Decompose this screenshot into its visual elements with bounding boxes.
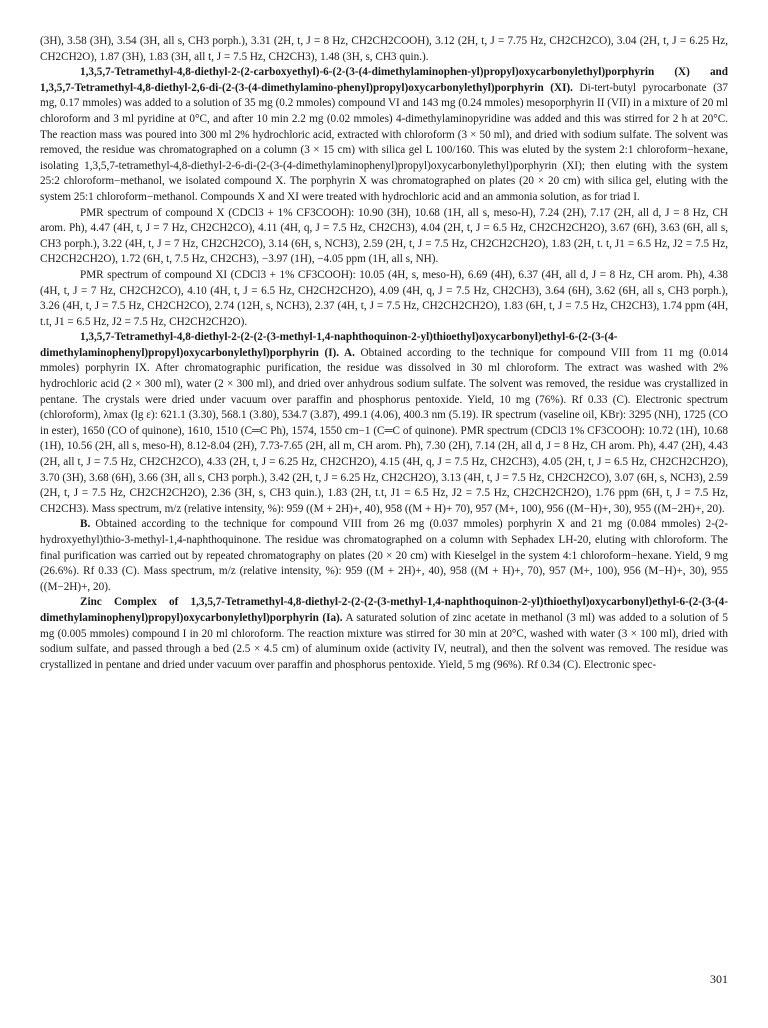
page-number: 301 xyxy=(710,972,728,986)
paragraph-text: PMR spectrum of compound XI (CDCl3 + 1% CF3COOH): 10.05 (4H, s, meso-H), 6.69 (4H), 6.37 (4H, all d, J = 8 Hz, CH arom. Ph), 4.38 (4H, t, J = 7 Hz, CH2CH2CO), 4.10 (4H, t, J = 6.5 Hz, CH2CH2CH2O), 4.09 (4H, q, J = 7.5 Hz, CH2CH3), 3.64 (6H), 3.62 (6H, all s, CH3 porph.), 3.26 (4H, t, J = 7.5 Hz, CH2CH2CO), 2.74 (12H, s, NCH3), 2.37 (4H, t, J = 7.5 Hz, CH2CH2CH2O), 1.83 (6H, t, J = 7.5 Hz, CH2CH3), 1.74 ppm (4H, t.t, J1 = 6.5 Hz, J2 = 7.5 Hz, CH2CH2CH2O). xyxy=(40,268,728,328)
page-body xyxy=(40,34,728,673)
paragraph-3 xyxy=(40,206,728,268)
paragraph-2 xyxy=(40,65,728,205)
paragraph-text: Di-tert-butyl pyrocarbonate (37 mg, 0.17 mmoles) was added to a solution of 35 mg (0.2 mmoles) compound VI and 143 mg (0.24 mmoles) mesoporphyrin II (VII) in a mixture of 20 ml chloroform and 3 ml pyridine at 0°C, and after 10 min 2.2 mg (0.02 mmoles) 4-dimethylaminopyridine was added and this was stirred for 2 h at 20°C. The reaction mass was poured into 300 ml 2% hydrochloric acid, extracted with chloroform (3 × 50 ml), and dried with sodium sulfate. The solvent was removed, the residue was chromatographed on a column (3 × 15 cm) with silica gel L 100/160. This was eluted by the system 2:1 chloroform−hexane, isolating 1,3,5,7-tetramethyl-4,8-diethyl-2-6-di-(2-(3-(4-dimethylaminophenyl)propyl)oxycarbonylethyl)porphyrin (XI); then eluting with the system 25:2 chloroform−methanol, we isolated compound X. The porphyrin X was chromatographed on plates (20 × 20 cm) with silica gel, eluting with the system 25:1 chloroform−methanol. Compounds X and XI were treated with hydrochloric acid and an ammonia solution, as for triad I. xyxy=(40,81,728,203)
paragraph-heading: Zinc Complex of 1,3,5,7-Tetramethyl-4,8-diethyl-2-(2-(2-(3-methyl-1,4-naphthoquinon-2-yl)thioethyl)oxycarbonyl)ethyl-6-(2-(3-(4-dimethylaminophenyl)propyl)oxycarbonylethyl)porphyrin (Ia). xyxy=(40,596,728,624)
paragraph-6 xyxy=(40,517,728,595)
paragraph-heading: 1,3,5,7-Tetramethyl-4,8-diethyl-2-(2-(2-(3-methyl-1,4-naphthoquinon-2-yl)thioethyl)oxycarbonyl)ethyl-6-(2-(3-(4-dimethylaminophenyl)propyl)oxycarbonylethyl)porphyrin (I). A. xyxy=(40,331,618,359)
paragraph-5 xyxy=(40,330,728,517)
paragraph-4 xyxy=(40,268,728,330)
paragraph-7 xyxy=(40,595,728,673)
paragraph-text: A saturated solution of zinc acetate in methanol (3 ml) was added to a solution of 5 mg (0.005 mmoles) compound I in 20 ml chloroform. The reaction mixture was stirred for 30 min at 20°C, washed with water (3 × 100 ml), dried with sodium sulfate, and passed through a bed (2.5 × 4.5 cm) of aluminum oxide (activity IV, neutral), and then the solvent was removed. The residue was crystallized in pentane and dried under vacuum over paraffin and phosphorus pentoxide. Yield, 5 mg (96%). Rf 0.34 (C). Electronic spec- xyxy=(40,611,728,671)
paragraph-text: Obtained according to the technique for compound VIII from 26 mg (0.037 mmoles) porphyrin X and 21 mg (0.084 mmoles) 2-(2-hydroxyethyl)thio-3-methyl-1,4-naphthoquinone. The residue was chromatographed on a column with Sephadex LH-20, eluting with chloroform. The final purification was carried out by repeated chromatography on plates (20 × 20 cm) with Kieselgel in the system 4:1 chloroform−hexane. Yield, 9 mg (26.6%). Rf 0.33 (C). Mass spectrum, m/z (relative intensity, %): 959 ((M + 2H)+, 40), 958 ((M + H)+, 70), 957 (M+, 100), 956 (M−H)+, 30), 955 ((M−2H)+, 20). xyxy=(40,518,728,593)
paragraph-1 xyxy=(40,34,728,65)
paragraph-heading: 1,3,5,7-Tetramethyl-4,8-diethyl-2-(2-carboxyethyl)-6-(2-(3-(4-dimethylaminophen-yl)propyl)oxycarbonylethyl)porphyrin (X) and 1,3,5,7-Tetramethyl-4,8-diethyl-2,6-di-(2-(3-(4-dimethylamino-phenyl)propyl)oxycarbonylethyl)porphyrin (XI). xyxy=(40,66,728,94)
paragraph-text: (3H), 3.58 (3H), 3.54 (3H, all s, CH3 porph.), 3.31 (2H, t, J = 8 Hz, CH2CH2COOH), 3.12 (2H, t, J = 7.75 Hz, CH2CH2CO), 3.04 (2H, t, J = 6.25 Hz, CH2CH2O), 1.87 (3H), 1.83 (3H, all t, J = 7.5 Hz, CH2CH3), 1.48 (3H, s, CH3 quin.). xyxy=(40,35,728,63)
paragraph-text: Obtained according to the technique for compound VIII from 11 mg (0.014 mmoles) porphyrin IX. After chromatographic purification, the residue was dissolved in 30 ml chloroform. The extract was washed with 2% hydrochloric acid (2 × 300 ml), water (2 × 300 ml), and dried over anhydrous sodium sulfate. The solvent was removed, the residue was crystallized in pentane. The crystals were dried under vacuum over paraffin and phosphorus pentoxide. Yield, 10 mg (76%). Rf 0.33 (C). Electronic spectrum (chloroform), λmax (lg ε): 621.1 (3.30), 568.1 (3.80), 534.7 (3.87), 499.1 (4.06), 400.3 nm (5.19). IR spectrum (vaseline oil, KBr): 3295 (NH), 1725 (CO in ester), 1650 (CO of quinone), 1610, 1510 (C═C Ph), 1574, 1550 cm−1 (C═C of quinone). PMR spectrum (CDCl3 1% CF3COOH): 10.72 (1H), 10.68 (1H), 10.56 (2H, all s, meso-H), 8.12-8.04 (2H), 7.73-7.65 (2H, all m, CH arom. Ph), 7.30 (2H), 7.14 (2H, all d, J = 8 Hz, CH arom. Ph), 4.47 (2H), 4.43 (2H, all t, J = 7.5 Hz, CH2CH2CO), 4.33 (2H, t, J = 6.25 Hz, CH2CH2O), 4.15 (4H, q, J = 7.5 Hz, CH2CH3), 4.05 (2H, t, J = 6.5 Hz, CH2CH2CH2O), 3.70 (3H), 3.68 (6H), 3.66 (3H, all s, CH3 porph.), 3.42 (2H, t, J = 6.25 Hz, CH2CH2O), 3.13 (4H, t, J = 7.5 Hz, CH2CH2CO), 3.07 (6H, s, NCH3), 2.59 (2H, t, J = 7.5 Hz, CH2CH2CH2O), 2.36 (3H, s, CH3 quin.), 1.83 (2H, t.t, J1 = 6.5 Hz, J2 = 7.5 Hz, CH2CH2CH2O), 1.76 ppm (6H, t, J = 7.5 Hz, CH2CH3). Mass spectrum, m/z (relative intensity, %): 959 ((M + 2H)+, 40), 958 ((M + H)+ 70), 957 (M+, 100), 956 ((M−H)+, 30), 955 ((M−2H)+, 20). xyxy=(40,346,729,515)
paragraph-heading: B. xyxy=(80,518,91,531)
paragraph-text: PMR spectrum of compound X (CDCl3 + 1% CF3COOH): 10.90 (3H), 10.68 (1H, all s, meso-H), 7.24 (2H), 7.17 (2H, all d, J = 8 Hz, CH arom. Ph), 4.47 (4H, t, J = 7 Hz, CH2CH2CO), 4.11 (4H, q, J = 7.5 Hz, CH2CH3), 4.04 (2H, t, J = 6.5 Hz, CH2CH2CH2O), 3.67 (6H), 3.63 (6H, all s, CH3 porph.), 3.22 (4H, t, J = 7 Hz, CH2CH2CO), 3.14 (6H, s, NCH3), 2.59 (2H, t, J = 7.5 Hz, CH2CH2CH2O), 1.83 (2H, t. t, J1 = 6.5 Hz, J2 = 7.5 Hz, CH2CH2CH2O), 1.72 (6H, t, 7.5 Hz, CH2CH3), −3.97 (1H), −4.05 ppm (1H, all s, NH). xyxy=(40,206,728,266)
